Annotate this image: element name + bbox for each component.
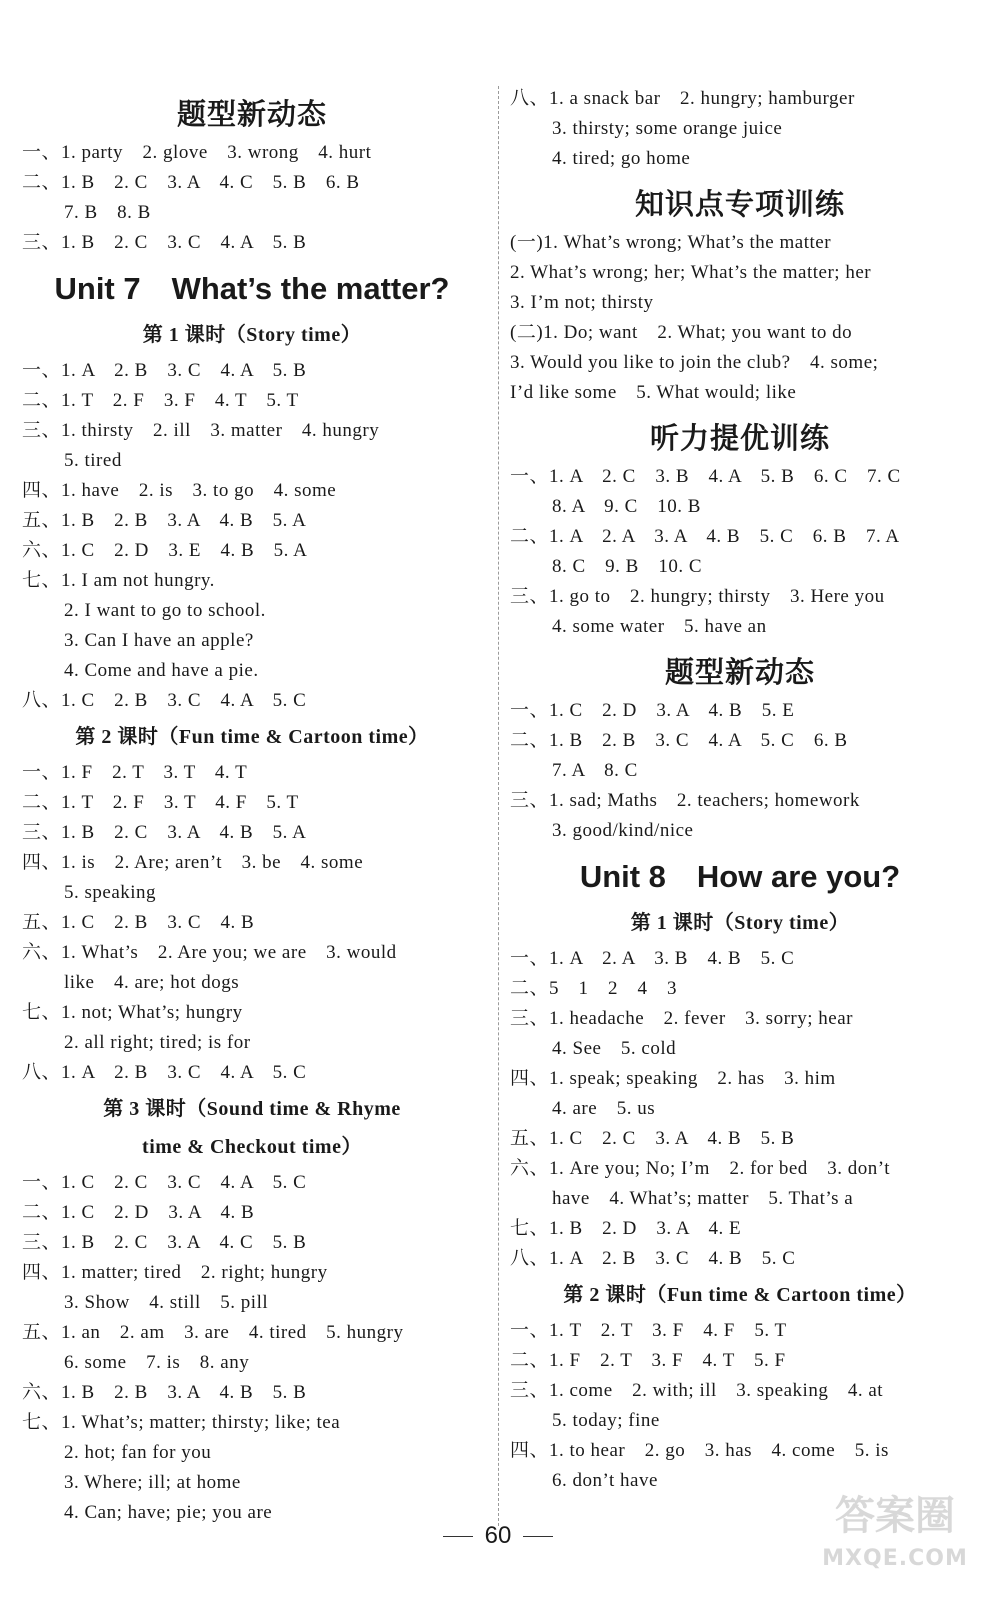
left-column	[22, 84, 482, 1528]
answer-line: 六、1. B 2. B 3. A 4. B 5. B	[22, 1382, 307, 1403]
lesson-title: 第 3 课时（Sound time & Rhyme	[103, 1098, 401, 1120]
answer-line-continued: 4. are 5. us	[552, 1098, 656, 1119]
answer-line: 三、1. headache 2. fever 3. sorry; hear	[510, 1008, 853, 1029]
answer-line: 二、5 1 2 4 3	[510, 978, 678, 999]
answer-line: (一)1. What’s wrong; What’s the matter	[510, 232, 832, 253]
answer-line-continued: 4. See 5. cold	[552, 1038, 677, 1059]
answer-line: 四、1. is 2. Are; aren’t 3. be 4. some	[22, 852, 364, 873]
page-number-dash-left	[443, 1536, 473, 1537]
answer-line: 八、1. C 2. B 3. C 4. A 5. C	[22, 690, 307, 711]
answer-line: 二、1. A 2. A 3. A 4. B 5. C 6. B 7. A	[510, 526, 900, 547]
page-number-text: 60	[484, 1522, 512, 1549]
answer-line-continued: 3. good/kind/nice	[552, 820, 694, 841]
answer-line: 一、1. C 2. D 3. A 4. B 5. E	[510, 700, 795, 721]
answer-line-continued: 5. tired	[64, 450, 122, 471]
answer-line: 四、1. to hear 2. go 3. has 4. come 5. is	[510, 1440, 889, 1461]
answer-line: 三、1. sad; Maths 2. teachers; homework	[510, 790, 860, 811]
answer-line: 七、1. I am not hungry.	[22, 570, 215, 591]
answer-line: 五、1. B 2. B 3. A 4. B 5. A	[22, 510, 307, 531]
answer-line-continued: 3. Show 4. still 5. pill	[64, 1292, 269, 1313]
section-title: 听力提优训练	[649, 421, 830, 455]
answer-line: 三、1. B 2. C 3. A 4. C 5. B	[22, 1232, 307, 1253]
answer-line-continued: 4. tired; go home	[552, 148, 691, 169]
answer-line: 一、1. F 2. T 3. T 4. T	[22, 762, 248, 783]
answer-line-continued: 5. today; fine	[552, 1410, 660, 1431]
answer-line-continued: 3. thirsty; some orange juice	[552, 118, 783, 139]
answer-line-continued: 5. speaking	[64, 882, 157, 903]
answer-line: 3. I’m not; thirsty	[510, 292, 654, 313]
section-title: 知识点专项训练	[634, 187, 845, 221]
answer-line-continued: 2. I want to go to school.	[64, 600, 266, 621]
answer-line: (二)1. Do; want 2. What; you want to do	[510, 322, 853, 343]
answer-line: 三、1. come 2. with; ill 3. speaking 4. at	[510, 1380, 884, 1401]
answer-line: 二、1. T 2. F 3. F 4. T 5. T	[22, 390, 299, 411]
watermark-title: 答案圈	[835, 1493, 955, 1539]
unit-title: Unit 8 How are you?	[579, 859, 901, 894]
answer-line-continued: 8. A 9. C 10. B	[552, 496, 701, 517]
answer-line: 三、1. thirsty 2. ill 3. matter 4. hungry	[22, 420, 380, 441]
answer-line: 六、1. Are you; No; I’m 2. for bed 3. don’t	[510, 1158, 891, 1179]
lesson-title: 第 2 课时（Fun time & Cartoon time）	[563, 1284, 917, 1306]
section-title: 题型新动态	[176, 97, 327, 131]
section-title: 题型新动态	[664, 655, 815, 689]
answer-line-continued: 4. Can; have; pie; you are	[64, 1502, 273, 1523]
watermark-url: MXQE.COM	[822, 1546, 968, 1571]
answer-line-continued: 2. all right; tired; is for	[64, 1032, 251, 1053]
answer-line: 五、1. C 2. B 3. C 4. B	[22, 912, 255, 933]
answer-line-continued: 6. some 7. is 8. any	[64, 1352, 250, 1373]
answer-line: 四、1. matter; tired 2. right; hungry	[22, 1262, 328, 1283]
answer-line: 三、1. go to 2. hungry; thirsty 3. Here you	[510, 586, 885, 607]
answer-line: 3. Would you like to join the club? 4. some;	[510, 352, 879, 373]
answer-line: 八、1. a snack bar 2. hungry; hamburger	[510, 88, 855, 109]
answer-line: 一、1. A 2. B 3. C 4. A 5. B	[22, 360, 307, 381]
right-column	[510, 84, 970, 1496]
answer-line: 七、1. What’s; matter; thirsty; like; tea	[22, 1412, 341, 1433]
answer-line: 八、1. A 2. B 3. C 4. B 5. C	[510, 1248, 796, 1269]
answer-line: 二、1. T 2. F 3. T 4. F 5. T	[22, 792, 299, 813]
answer-line-continued: like 4. are; hot dogs	[64, 972, 240, 993]
answer-line: 一、1. T 2. T 3. F 4. F 5. T	[510, 1320, 787, 1341]
answer-line: 七、1. B 2. D 3. A 4. E	[510, 1218, 742, 1239]
lesson-title: 第 1 课时（Story time）	[630, 912, 850, 934]
answer-line-continued: 3. Where; ill; at home	[64, 1472, 241, 1493]
answer-line: 一、1. A 2. A 3. B 4. B 5. C	[510, 948, 795, 969]
answer-line: 一、1. party 2. glove 3. wrong 4. hurt	[22, 142, 372, 163]
lesson-title: time & Checkout time）	[142, 1136, 362, 1158]
answer-line: 八、1. A 2. B 3. C 4. A 5. C	[22, 1062, 307, 1083]
unit-title: Unit 7 What’s the matter?	[54, 271, 450, 306]
answer-line: 一、1. A 2. C 3. B 4. A 5. B 6. C 7. C	[510, 466, 901, 487]
answer-line-continued: 7. A 8. C	[552, 760, 638, 781]
answer-line-continued: 4. some water 5. have an	[552, 616, 767, 637]
answer-line: 二、1. B 2. B 3. C 4. A 5. C 6. B	[510, 730, 848, 751]
answer-line-continued: 8. C 9. B 10. C	[552, 556, 703, 577]
answer-line: 三、1. B 2. C 3. C 4. A 5. B	[22, 232, 307, 253]
answer-line: 二、1. B 2. C 3. A 4. C 5. B 6. B	[22, 172, 360, 193]
answer-line: 四、1. have 2. is 3. to go 4. some	[22, 480, 337, 501]
watermark-logo	[820, 1488, 970, 1592]
answer-line: 六、1. What’s 2. Are you; we are 3. would	[22, 942, 397, 963]
answer-line-continued: 6. don’t have	[552, 1470, 658, 1491]
answer-line: 五、1. C 2. C 3. A 4. B 5. B	[510, 1128, 795, 1149]
answer-line: 一、1. C 2. C 3. C 4. A 5. C	[22, 1172, 307, 1193]
page-number-dash-right	[523, 1536, 553, 1537]
answer-line-continued: 7. B 8. B	[64, 202, 151, 223]
column-divider	[498, 86, 500, 1526]
answer-line: I’d like some 5. What would; like	[510, 382, 797, 403]
answer-line: 2. What’s wrong; her; What’s the matter; her	[510, 262, 872, 283]
answer-line-continued: 3. Can I have an apple?	[64, 630, 254, 651]
lesson-title: 第 1 课时（Story time）	[142, 324, 362, 346]
lesson-title: 第 2 课时（Fun time & Cartoon time）	[75, 726, 429, 748]
answer-line-continued: 4. Come and have a pie.	[64, 660, 259, 681]
answer-line: 二、1. F 2. T 3. F 4. T 5. F	[510, 1350, 786, 1371]
answer-line: 四、1. speak; speaking 2. has 3. him	[510, 1068, 836, 1089]
answer-line: 三、1. B 2. C 3. A 4. B 5. A	[22, 822, 307, 843]
answer-line-continued: 2. hot; fan for you	[64, 1442, 212, 1463]
answer-line: 六、1. C 2. D 3. E 4. B 5. A	[22, 540, 308, 561]
answer-line: 二、1. C 2. D 3. A 4. B	[22, 1202, 255, 1223]
answer-line-continued: have 4. What’s; matter 5. That’s a	[552, 1188, 854, 1209]
answer-line: 七、1. not; What’s; hungry	[22, 1002, 243, 1023]
answer-line: 五、1. an 2. am 3. are 4. tired 5. hungry	[22, 1322, 404, 1343]
